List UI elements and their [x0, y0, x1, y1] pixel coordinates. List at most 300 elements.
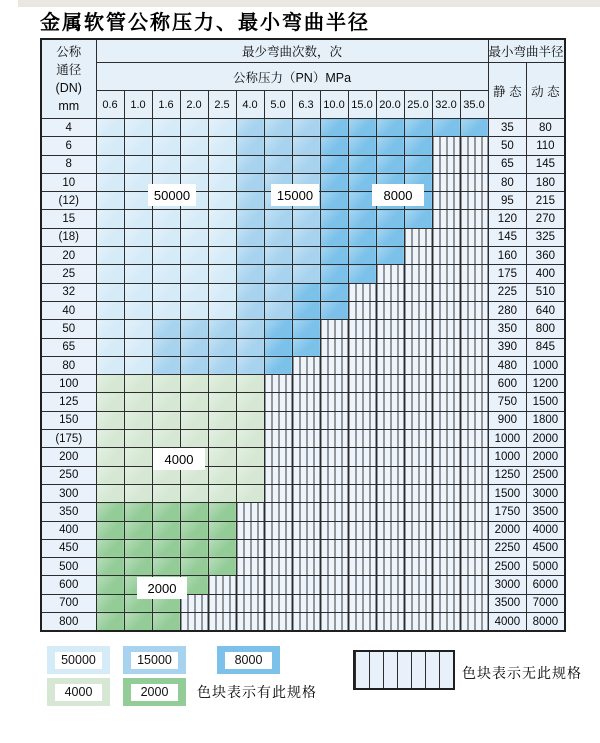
spec-cell-none — [404, 521, 432, 539]
spec-cell-none — [292, 430, 320, 448]
spec-cell-2000 — [152, 613, 180, 632]
spec-cell-50000 — [152, 119, 180, 137]
spec-cell-none — [432, 411, 460, 429]
spec-cell-none — [348, 283, 376, 301]
spec-cell-4000 — [124, 393, 152, 411]
spec-cell-15000 — [152, 320, 180, 338]
legend-swatch-2000 — [123, 678, 186, 706]
spec-cell-4000 — [236, 393, 264, 411]
spec-cell-8000 — [404, 155, 432, 173]
static-radius-cell: 350 — [488, 320, 527, 338]
dn-value-cell: 4 — [41, 119, 96, 137]
spec-cell-15000 — [208, 356, 236, 374]
spec-cell-none — [236, 503, 264, 521]
spec-cell-15000 — [264, 228, 292, 246]
spec-cell-2000 — [208, 558, 236, 576]
spec-cell-none — [376, 301, 404, 319]
spec-cell-8000 — [320, 228, 348, 246]
dynamic-radius-cell: 640 — [527, 301, 565, 319]
dynamic-radius-cell: 3000 — [527, 484, 565, 502]
spec-cell-none — [348, 576, 376, 594]
spec-cell-none — [292, 503, 320, 521]
zone-label-4000: 4000 — [153, 448, 205, 470]
spec-cell-none — [432, 576, 460, 594]
spec-cell-none — [432, 484, 460, 502]
spec-cell-none — [432, 247, 460, 265]
spec-cell-8000 — [432, 119, 460, 137]
spec-cell-none — [404, 283, 432, 301]
spec-cell-none — [432, 192, 460, 210]
spec-cell-none — [292, 539, 320, 557]
spec-cell-2000 — [208, 539, 236, 557]
dynamic-radius-cell: 145 — [527, 155, 565, 173]
spec-cell-none — [236, 594, 264, 612]
spec-cell-2000 — [124, 503, 152, 521]
spec-cell-8000 — [404, 119, 432, 137]
spec-cell-4000 — [208, 466, 236, 484]
spec-cell-50000 — [180, 283, 208, 301]
spec-cell-none — [320, 594, 348, 612]
spec-cell-none — [236, 613, 264, 632]
spec-cell-8000 — [376, 210, 404, 228]
spec-cell-none — [320, 521, 348, 539]
pressure-col-header: 2.0 — [180, 91, 208, 119]
table-row — [41, 137, 565, 155]
legend-swatch-4000 — [47, 678, 110, 706]
spec-cell-none — [460, 265, 488, 283]
table-row — [41, 210, 565, 228]
spec-cell-none — [320, 356, 348, 374]
spec-cell-8000 — [292, 301, 320, 319]
spec-cell-none — [292, 594, 320, 612]
spec-cell-4000 — [236, 375, 264, 393]
spec-cell-none — [208, 594, 236, 612]
pressure-col-header: 10.0 — [320, 91, 348, 119]
table-row — [41, 484, 565, 502]
static-radius-cell: 480 — [488, 356, 527, 374]
spec-cell-15000 — [236, 338, 264, 356]
spec-cell-4000 — [180, 393, 208, 411]
spec-cell-50000 — [152, 247, 180, 265]
spec-cell-50000 — [208, 283, 236, 301]
table-row — [41, 558, 565, 576]
spec-cell-none — [376, 448, 404, 466]
dynamic-radius-cell: 4500 — [527, 539, 565, 557]
spec-cell-none — [236, 576, 264, 594]
spec-cell-50000 — [180, 228, 208, 246]
spec-cell-2000 — [96, 521, 124, 539]
spec-cell-15000 — [264, 265, 292, 283]
spec-cell-50000 — [96, 265, 124, 283]
spec-cell-4000 — [152, 375, 180, 393]
spec-cell-none — [320, 576, 348, 594]
dynamic-column-header: 动 态 — [527, 63, 565, 119]
static-radius-cell: 80 — [488, 173, 527, 191]
spec-cell-2000 — [96, 594, 124, 612]
spec-cell-15000 — [236, 247, 264, 265]
spec-cell-50000 — [152, 283, 180, 301]
spec-cell-4000 — [124, 430, 152, 448]
dn-value-cell: 350 — [41, 503, 96, 521]
spec-cell-2000 — [152, 558, 180, 576]
zone-label-50000: 50000 — [148, 184, 196, 206]
spec-cell-none — [460, 320, 488, 338]
spec-cell-50000 — [152, 155, 180, 173]
spec-cell-50000 — [208, 192, 236, 210]
table-row — [41, 247, 565, 265]
spec-cell-none — [404, 375, 432, 393]
dn-value-cell: 25 — [41, 265, 96, 283]
spec-cell-none — [376, 320, 404, 338]
spec-cell-none — [404, 393, 432, 411]
static-radius-cell: 1500 — [488, 484, 527, 502]
pressure-col-header: 0.6 — [96, 91, 124, 119]
spec-cell-4000 — [152, 411, 180, 429]
spec-cell-none — [376, 430, 404, 448]
spec-cell-none — [404, 503, 432, 521]
spec-cell-15000 — [264, 247, 292, 265]
spec-cell-15000 — [208, 338, 236, 356]
spec-cell-none — [460, 466, 488, 484]
spec-cell-none — [180, 613, 208, 632]
dynamic-radius-cell: 270 — [527, 210, 565, 228]
spec-cell-none — [432, 228, 460, 246]
spec-cell-8000 — [348, 228, 376, 246]
spec-cell-none — [236, 558, 264, 576]
static-radius-cell: 145 — [488, 228, 527, 246]
spec-cell-none — [376, 393, 404, 411]
spec-cell-none — [404, 301, 432, 319]
spec-cell-2000 — [208, 521, 236, 539]
dn-value-cell: 40 — [41, 301, 96, 319]
spec-cell-none — [264, 613, 292, 632]
spec-cell-8000 — [460, 119, 488, 137]
spec-cell-none — [404, 539, 432, 557]
spec-cell-4000 — [236, 430, 264, 448]
spec-cell-50000 — [152, 210, 180, 228]
spec-cell-8000 — [320, 210, 348, 228]
spec-cell-none — [432, 283, 460, 301]
spec-cell-none — [376, 265, 404, 283]
spec-cell-8000 — [264, 338, 292, 356]
spec-cell-50000 — [180, 155, 208, 173]
spec-cell-15000 — [208, 320, 236, 338]
spec-cell-none — [292, 411, 320, 429]
dynamic-radius-cell: 110 — [527, 137, 565, 155]
spec-cell-50000 — [124, 283, 152, 301]
spec-cell-4000 — [236, 411, 264, 429]
static-radius-cell: 225 — [488, 283, 527, 301]
static-radius-cell: 95 — [488, 192, 527, 210]
spec-cell-none — [404, 411, 432, 429]
spec-cell-50000 — [152, 301, 180, 319]
spec-cell-4000 — [152, 393, 180, 411]
dn-value-cell: 700 — [41, 594, 96, 612]
spec-cell-none — [432, 594, 460, 612]
spec-cell-none — [460, 173, 488, 191]
spec-cell-8000 — [320, 247, 348, 265]
spec-cell-none — [376, 558, 404, 576]
spec-cell-15000 — [264, 210, 292, 228]
spec-cell-15000 — [292, 155, 320, 173]
spec-cell-none — [292, 484, 320, 502]
spec-cell-15000 — [236, 210, 264, 228]
pressure-col-header: 1.6 — [152, 91, 180, 119]
dn-value-cell: 100 — [41, 375, 96, 393]
spec-cell-none — [432, 448, 460, 466]
spec-cell-15000 — [292, 137, 320, 155]
spec-cell-none — [432, 613, 460, 632]
spec-cell-8000 — [348, 119, 376, 137]
spec-cell-none — [320, 503, 348, 521]
spec-cell-8000 — [376, 155, 404, 173]
spec-cell-50000 — [124, 338, 152, 356]
spec-cell-none — [460, 356, 488, 374]
spec-cell-50000 — [96, 173, 124, 191]
spec-cell-none — [208, 613, 236, 632]
spec-cell-none — [376, 338, 404, 356]
spec-cell-none — [376, 375, 404, 393]
spec-cell-50000 — [180, 301, 208, 319]
spec-cell-none — [460, 430, 488, 448]
bend-radius-header: 最小弯曲半径 — [488, 39, 565, 63]
spec-cell-none — [376, 356, 404, 374]
spec-cell-2000 — [96, 613, 124, 632]
spec-cell-15000 — [236, 119, 264, 137]
dn-value-cell: 20 — [41, 247, 96, 265]
pressure-col-header: 5.0 — [264, 91, 292, 119]
pressure-col-header: 35.0 — [460, 91, 488, 119]
spec-cell-50000 — [152, 137, 180, 155]
pressure-col-header: 32.0 — [432, 91, 460, 119]
spec-cell-50000 — [96, 228, 124, 246]
dn-value-cell: 15 — [41, 210, 96, 228]
table-header — [41, 39, 565, 119]
spec-cell-4000 — [124, 375, 152, 393]
spec-cell-2000 — [152, 539, 180, 557]
static-radius-cell: 600 — [488, 375, 527, 393]
spec-cell-50000 — [208, 301, 236, 319]
dynamic-radius-cell: 5000 — [527, 558, 565, 576]
spec-cell-none — [264, 430, 292, 448]
spec-cell-15000 — [292, 210, 320, 228]
spec-cell-8000 — [264, 356, 292, 374]
spec-cell-50000 — [124, 265, 152, 283]
spec-cell-none — [236, 539, 264, 557]
spec-cell-none — [292, 356, 320, 374]
legend-swatch-label: 8000 — [225, 652, 272, 669]
spec-cell-50000 — [208, 137, 236, 155]
table-row — [41, 594, 565, 612]
dn-value-cell: 65 — [41, 338, 96, 356]
dynamic-radius-cell: 215 — [527, 192, 565, 210]
pressure-col-header: 20.0 — [376, 91, 404, 119]
spec-cell-4000 — [96, 375, 124, 393]
spec-cell-50000 — [96, 119, 124, 137]
spec-cell-8000 — [320, 137, 348, 155]
table-row — [41, 448, 565, 466]
spec-cell-2000 — [180, 539, 208, 557]
spec-cell-8000 — [376, 137, 404, 155]
spec-cell-2000 — [124, 521, 152, 539]
spec-cell-50000 — [180, 119, 208, 137]
spec-cell-50000 — [124, 356, 152, 374]
spec-cell-15000 — [264, 283, 292, 301]
spec-cell-none — [432, 301, 460, 319]
spec-cell-50000 — [96, 320, 124, 338]
spec-cell-8000 — [376, 228, 404, 246]
static-radius-cell: 390 — [488, 338, 527, 356]
spec-cell-15000 — [180, 356, 208, 374]
spec-cell-8000 — [348, 137, 376, 155]
dn-value-cell: 150 — [41, 411, 96, 429]
spec-cell-15000 — [236, 283, 264, 301]
spec-cell-2000 — [180, 503, 208, 521]
spec-cell-none — [348, 558, 376, 576]
spec-cell-2000 — [96, 576, 124, 594]
spec-cell-none — [460, 338, 488, 356]
zone-label-15000: 15000 — [271, 184, 319, 206]
spec-cell-none — [348, 356, 376, 374]
static-radius-cell: 2500 — [488, 558, 527, 576]
spec-cell-none — [460, 155, 488, 173]
dn-value-cell: 6 — [41, 137, 96, 155]
dynamic-radius-cell: 2000 — [527, 430, 565, 448]
spec-cell-50000 — [96, 301, 124, 319]
static-radius-cell: 175 — [488, 265, 527, 283]
spec-cell-50000 — [96, 283, 124, 301]
dynamic-radius-cell: 800 — [527, 320, 565, 338]
spec-cell-15000 — [264, 301, 292, 319]
spec-cell-15000 — [236, 228, 264, 246]
spec-cell-none — [432, 375, 460, 393]
spec-cell-none — [348, 484, 376, 502]
spec-cell-15000 — [292, 119, 320, 137]
spec-cell-none — [432, 356, 460, 374]
spec-cell-none — [292, 448, 320, 466]
spec-cell-50000 — [208, 119, 236, 137]
static-radius-cell: 3500 — [488, 594, 527, 612]
spec-cell-50000 — [124, 155, 152, 173]
spec-cell-50000 — [96, 210, 124, 228]
spec-cell-none — [460, 448, 488, 466]
table-row — [41, 338, 565, 356]
dn-value-cell: 80 — [41, 356, 96, 374]
spec-cell-none — [460, 613, 488, 632]
table-row — [41, 466, 565, 484]
spec-cell-none — [292, 613, 320, 632]
spec-cell-none — [292, 393, 320, 411]
spec-cell-none — [320, 320, 348, 338]
spec-cell-4000 — [124, 484, 152, 502]
spec-cell-none — [292, 466, 320, 484]
spec-cell-4000 — [208, 448, 236, 466]
legend-swatch-50000 — [47, 646, 110, 674]
dn-value-cell: 50 — [41, 320, 96, 338]
spec-cell-none — [432, 430, 460, 448]
spec-cell-none — [404, 594, 432, 612]
spec-cell-none — [460, 393, 488, 411]
pressure-col-header: 1.0 — [124, 91, 152, 119]
spec-cell-4000 — [96, 466, 124, 484]
spec-cell-none — [404, 356, 432, 374]
spec-cell-4000 — [208, 375, 236, 393]
spec-cell-none — [432, 320, 460, 338]
spec-cell-none — [460, 228, 488, 246]
spec-cell-50000 — [180, 247, 208, 265]
table-row — [41, 265, 565, 283]
static-radius-cell: 35 — [488, 119, 527, 137]
spec-cell-none — [348, 375, 376, 393]
spec-cell-none — [460, 576, 488, 594]
spec-cell-none — [348, 448, 376, 466]
spec-cell-none — [404, 576, 432, 594]
spec-cell-none — [432, 155, 460, 173]
static-radius-cell: 160 — [488, 247, 527, 265]
spec-cell-none — [460, 411, 488, 429]
pressure-col-header: 4.0 — [236, 91, 264, 119]
spec-cell-4000 — [208, 430, 236, 448]
spec-cell-8000 — [292, 320, 320, 338]
spec-cell-none — [292, 558, 320, 576]
spec-cell-none — [376, 539, 404, 557]
spec-cell-4000 — [180, 484, 208, 502]
table-row — [41, 576, 565, 594]
spec-cell-none — [404, 430, 432, 448]
dn-value-cell: 250 — [41, 466, 96, 484]
table-row — [41, 613, 565, 632]
spec-cell-50000 — [124, 301, 152, 319]
dynamic-radius-cell: 1500 — [527, 393, 565, 411]
spec-cell-8000 — [320, 192, 348, 210]
spec-cell-8000 — [320, 173, 348, 191]
spec-cell-50000 — [124, 247, 152, 265]
dn-value-cell: 300 — [41, 484, 96, 502]
spec-cell-none — [348, 338, 376, 356]
spec-cell-50000 — [180, 210, 208, 228]
spec-cell-50000 — [96, 192, 124, 210]
spec-cell-none — [432, 338, 460, 356]
table-row — [41, 356, 565, 374]
spec-cell-4000 — [208, 411, 236, 429]
spec-cell-none — [404, 466, 432, 484]
dn-value-cell: (175) — [41, 430, 96, 448]
spec-cell-none — [460, 192, 488, 210]
spec-cell-none — [432, 558, 460, 576]
spec-cell-15000 — [292, 228, 320, 246]
spec-cell-none — [320, 393, 348, 411]
spec-cell-none — [348, 503, 376, 521]
static-radius-cell: 280 — [488, 301, 527, 319]
spec-cell-50000 — [208, 228, 236, 246]
spec-cell-8000 — [348, 265, 376, 283]
spec-cell-15000 — [292, 247, 320, 265]
legend-swatch-label: 50000 — [55, 652, 102, 669]
zone-label-2000: 2000 — [137, 577, 187, 599]
spec-cell-15000 — [236, 320, 264, 338]
dn-value-cell: 450 — [41, 539, 96, 557]
dn-value-cell: (18) — [41, 228, 96, 246]
dynamic-radius-cell: 325 — [527, 228, 565, 246]
spec-cell-8000 — [348, 155, 376, 173]
spec-cell-none — [320, 539, 348, 557]
spec-cell-8000 — [376, 119, 404, 137]
spec-cell-4000 — [124, 466, 152, 484]
pressure-header: 公称压力（PN）MPa — [96, 63, 488, 91]
legend-swatch-15000 — [123, 646, 186, 674]
spec-cell-15000 — [236, 137, 264, 155]
static-radius-cell: 3000 — [488, 576, 527, 594]
